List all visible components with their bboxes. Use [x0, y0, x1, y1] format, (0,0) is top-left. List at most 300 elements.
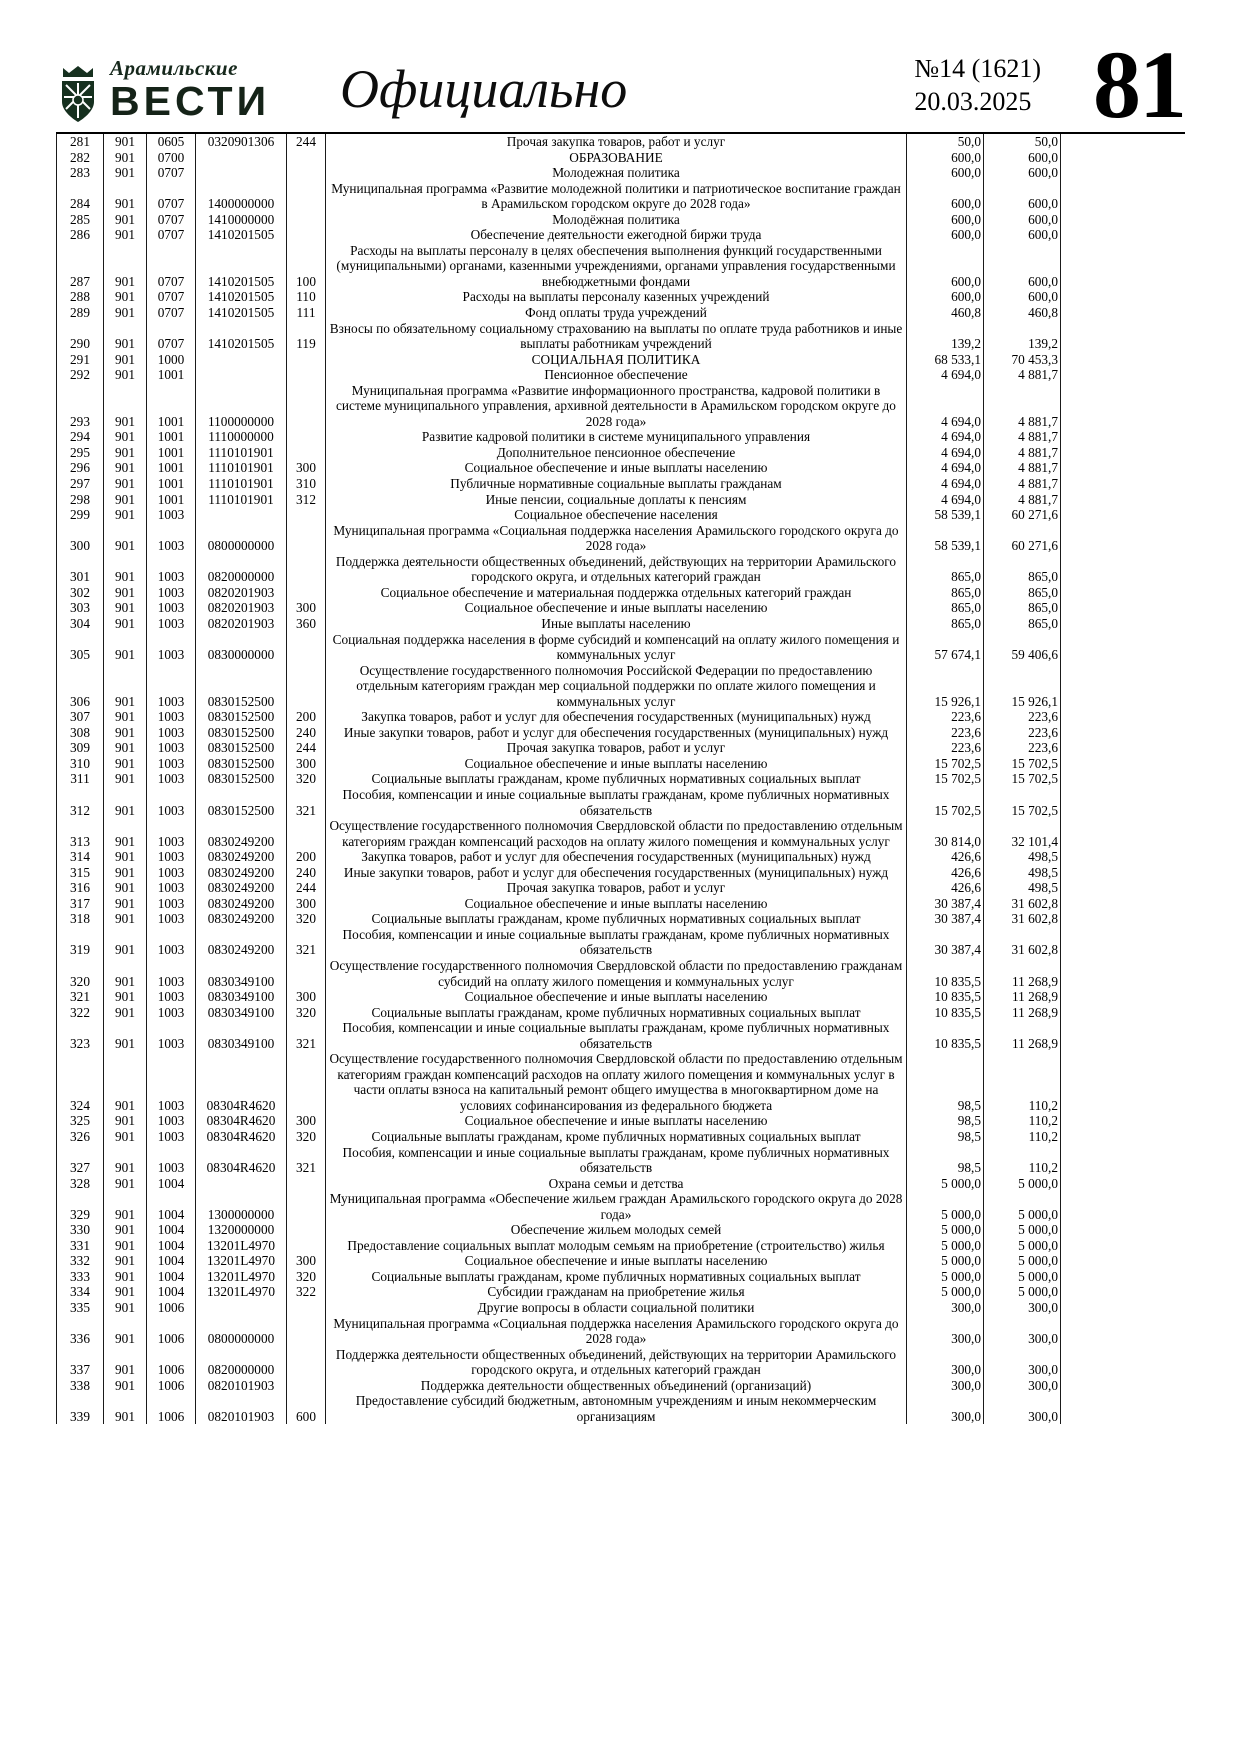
expense-name: Субсидии гражданам на приобретение жилья	[326, 1284, 907, 1300]
admin-code: 901	[104, 1191, 147, 1222]
row-number: 297	[57, 476, 104, 492]
table-row	[57, 818, 1061, 849]
section-code: 1003	[147, 865, 196, 881]
table-row	[57, 367, 1061, 383]
amount-col-2: 4 881,7	[984, 429, 1061, 445]
admin-code: 901	[104, 1113, 147, 1129]
expense-type-code: 300	[287, 989, 326, 1005]
expense-type-code	[287, 165, 326, 181]
expense-name: Осуществление государственного полномочия Свердловской области по предоставлению отдельным категориям граждан компенсаций расходов на оплату жилого помещения и коммунальных услуг	[326, 818, 907, 849]
admin-code: 901	[104, 383, 147, 430]
expense-name: Пособия, компенсации и иные социальные выплаты гражданам, кроме публичных нормативных обязательств	[326, 927, 907, 958]
row-number: 320	[57, 958, 104, 989]
table-row	[57, 305, 1061, 321]
amount-col-2: 5 000,0	[984, 1253, 1061, 1269]
section-code: 1001	[147, 445, 196, 461]
target-article-code: 0320901306	[196, 134, 287, 150]
amount-col-1: 5 000,0	[907, 1191, 984, 1222]
expense-type-code	[287, 429, 326, 445]
amount-col-2: 223,6	[984, 709, 1061, 725]
table-row	[57, 289, 1061, 305]
amount-col-1: 5 000,0	[907, 1238, 984, 1254]
target-article-code	[196, 1300, 287, 1316]
table-row	[57, 709, 1061, 725]
target-article-code	[196, 1176, 287, 1192]
row-number: 303	[57, 600, 104, 616]
amount-col-1: 10 835,5	[907, 1020, 984, 1051]
row-number: 299	[57, 507, 104, 523]
row-number: 300	[57, 523, 104, 554]
expense-type-code: 312	[287, 492, 326, 508]
admin-code: 901	[104, 554, 147, 585]
amount-col-1: 10 835,5	[907, 958, 984, 989]
expense-type-code	[287, 958, 326, 989]
row-number: 291	[57, 352, 104, 368]
amount-col-2: 865,0	[984, 554, 1061, 585]
section-code: 1003	[147, 632, 196, 663]
expense-name: Охрана семьи и детства	[326, 1176, 907, 1192]
expense-name: Муниципальная программа «Развитие информационного пространства, кадровой политики в системе муниципального управления, архивной деятельности в Арамильском городском округе до 2028 года»	[326, 383, 907, 430]
table-row	[57, 492, 1061, 508]
target-article-code: 1110101901	[196, 476, 287, 492]
newspaper-title-top: Арамильские	[110, 56, 238, 80]
section-code: 0700	[147, 150, 196, 166]
amount-col-2: 4 881,7	[984, 367, 1061, 383]
amount-col-1: 4 694,0	[907, 460, 984, 476]
amount-col-2: 460,8	[984, 305, 1061, 321]
section-code: 0707	[147, 212, 196, 228]
section-code: 1003	[147, 989, 196, 1005]
expense-type-code: 110	[287, 289, 326, 305]
expense-type-code	[287, 150, 326, 166]
amount-col-2: 4 881,7	[984, 460, 1061, 476]
admin-code: 901	[104, 1005, 147, 1021]
table-row	[57, 1145, 1061, 1176]
amount-col-2: 223,6	[984, 740, 1061, 756]
section-code: 1001	[147, 476, 196, 492]
admin-code: 901	[104, 787, 147, 818]
expense-name: Социальное обеспечение и иные выплаты населению	[326, 600, 907, 616]
amount-col-2: 31 602,8	[984, 927, 1061, 958]
admin-code: 901	[104, 865, 147, 881]
table-row	[57, 787, 1061, 818]
amount-col-1: 865,0	[907, 554, 984, 585]
expense-name: Социальные выплаты гражданам, кроме публичных нормативных социальных выплат	[326, 1129, 907, 1145]
amount-col-2: 11 268,9	[984, 1005, 1061, 1021]
admin-code: 901	[104, 305, 147, 321]
row-number: 337	[57, 1347, 104, 1378]
section-title: Официально	[340, 59, 628, 119]
amount-col-1: 98,5	[907, 1129, 984, 1145]
expense-type-code: 300	[287, 1253, 326, 1269]
row-number: 287	[57, 243, 104, 290]
expense-name: Другие вопросы в области социальной политики	[326, 1300, 907, 1316]
expense-type-code: 320	[287, 911, 326, 927]
target-article-code	[196, 367, 287, 383]
admin-code: 901	[104, 212, 147, 228]
amount-col-1: 5 000,0	[907, 1176, 984, 1192]
table-row	[57, 1238, 1061, 1254]
admin-code: 901	[104, 725, 147, 741]
expense-type-code	[287, 1238, 326, 1254]
expense-type-code: 244	[287, 880, 326, 896]
table-row	[57, 600, 1061, 616]
section-code: 0707	[147, 165, 196, 181]
amount-col-1: 4 694,0	[907, 367, 984, 383]
expense-type-code: 321	[287, 1145, 326, 1176]
amount-col-1: 5 000,0	[907, 1253, 984, 1269]
target-article-code: 0830000000	[196, 632, 287, 663]
amount-col-2: 498,5	[984, 880, 1061, 896]
expense-name: Социальная поддержка населения в форме субсидий и компенсаций на оплату жилого помещения и коммунальных услуг	[326, 632, 907, 663]
amount-col-2: 139,2	[984, 321, 1061, 352]
expense-type-code: 321	[287, 927, 326, 958]
expense-type-code: 321	[287, 1020, 326, 1051]
expense-name: Социальное обеспечение и иные выплаты населению	[326, 460, 907, 476]
amount-col-2: 865,0	[984, 600, 1061, 616]
section-code: 1003	[147, 787, 196, 818]
amount-col-2: 865,0	[984, 585, 1061, 601]
table-row	[57, 429, 1061, 445]
row-number: 294	[57, 429, 104, 445]
table-row	[57, 725, 1061, 741]
amount-col-1: 5 000,0	[907, 1269, 984, 1285]
admin-code: 901	[104, 896, 147, 912]
section-code: 1006	[147, 1300, 196, 1316]
issue-block	[914, 53, 1041, 126]
expense-name: Социальное обеспечение и иные выплаты населению	[326, 1253, 907, 1269]
amount-col-1: 460,8	[907, 305, 984, 321]
expense-name: Молодежная политика	[326, 165, 907, 181]
expense-type-code	[287, 181, 326, 212]
expense-type-code	[287, 507, 326, 523]
row-number: 332	[57, 1253, 104, 1269]
expense-name: Иные выплаты населению	[326, 616, 907, 632]
amount-col-2: 15 926,1	[984, 663, 1061, 710]
section-code: 1003	[147, 554, 196, 585]
target-article-code: 13201L4970	[196, 1284, 287, 1300]
expense-name: Прочая закупка товаров, работ и услуг	[326, 134, 907, 150]
target-article-code: 0830152500	[196, 725, 287, 741]
section-code: 1003	[147, 740, 196, 756]
admin-code: 901	[104, 429, 147, 445]
expense-name: Социальное обеспечение и материальная поддержка отдельных категорий граждан	[326, 585, 907, 601]
admin-code: 901	[104, 507, 147, 523]
amount-col-1: 223,6	[907, 740, 984, 756]
amount-col-2: 5 000,0	[984, 1191, 1061, 1222]
target-article-code: 0820201903	[196, 585, 287, 601]
section-code: 1003	[147, 911, 196, 927]
target-article-code: 1410000000	[196, 212, 287, 228]
target-article-code: 08304R4620	[196, 1129, 287, 1145]
section-code: 1003	[147, 709, 196, 725]
section-code: 1003	[147, 1005, 196, 1021]
amount-col-1: 139,2	[907, 321, 984, 352]
expense-type-code	[287, 1347, 326, 1378]
amount-col-1: 68 533,1	[907, 352, 984, 368]
amount-col-2: 5 000,0	[984, 1222, 1061, 1238]
expense-name: Обеспечение деятельности ежегодной биржи труда	[326, 227, 907, 243]
expense-name: СОЦИАЛЬНАЯ ПОЛИТИКА	[326, 352, 907, 368]
amount-col-2: 4 881,7	[984, 492, 1061, 508]
expense-name: Осуществление государственного полномочия Российской Федерации по предоставлению отдельным категориям граждан мер социальной поддержки по оплате жилого помещения и коммунальных услуг	[326, 663, 907, 710]
table-row	[57, 1316, 1061, 1347]
table-row	[57, 476, 1061, 492]
row-number: 331	[57, 1238, 104, 1254]
amount-col-2: 600,0	[984, 165, 1061, 181]
section-code: 1006	[147, 1347, 196, 1378]
admin-code: 901	[104, 1316, 147, 1347]
expense-type-code: 300	[287, 600, 326, 616]
expense-name: Пенсионное обеспечение	[326, 367, 907, 383]
table-row	[57, 1176, 1061, 1192]
admin-code: 901	[104, 709, 147, 725]
expense-type-code: 320	[287, 771, 326, 787]
expense-type-code	[287, 445, 326, 461]
section-code: 1003	[147, 818, 196, 849]
amount-col-1: 600,0	[907, 150, 984, 166]
amount-col-2: 60 271,6	[984, 523, 1061, 554]
expense-type-code	[287, 227, 326, 243]
expense-name: Пособия, компенсации и иные социальные выплаты гражданам, кроме публичных нормативных обязательств	[326, 1145, 907, 1176]
row-number: 326	[57, 1129, 104, 1145]
row-number: 313	[57, 818, 104, 849]
section-code: 1001	[147, 429, 196, 445]
row-number: 289	[57, 305, 104, 321]
row-number: 329	[57, 1191, 104, 1222]
admin-code: 901	[104, 771, 147, 787]
row-number: 295	[57, 445, 104, 461]
row-number: 317	[57, 896, 104, 912]
expense-type-code: 244	[287, 740, 326, 756]
amount-col-1: 223,6	[907, 725, 984, 741]
amount-col-2: 4 881,7	[984, 476, 1061, 492]
amount-col-2: 300,0	[984, 1300, 1061, 1316]
target-article-code: 1410201505	[196, 289, 287, 305]
table-row	[57, 1191, 1061, 1222]
table-row	[57, 1253, 1061, 1269]
row-number: 324	[57, 1051, 104, 1113]
amount-col-2: 600,0	[984, 243, 1061, 290]
section-code: 1003	[147, 1113, 196, 1129]
admin-code: 901	[104, 150, 147, 166]
amount-col-2: 498,5	[984, 849, 1061, 865]
admin-code: 901	[104, 1238, 147, 1254]
row-number: 330	[57, 1222, 104, 1238]
expense-name: Развитие кадровой политики в системе муниципального управления	[326, 429, 907, 445]
row-number: 309	[57, 740, 104, 756]
amount-col-1: 300,0	[907, 1347, 984, 1378]
target-article-code	[196, 150, 287, 166]
row-number: 323	[57, 1020, 104, 1051]
table-row	[57, 756, 1061, 772]
table-row	[57, 1347, 1061, 1378]
amount-col-2: 223,6	[984, 725, 1061, 741]
admin-code: 901	[104, 243, 147, 290]
target-article-code: 0800000000	[196, 1316, 287, 1347]
row-number: 315	[57, 865, 104, 881]
amount-col-2: 5 000,0	[984, 1176, 1061, 1192]
section-code: 1003	[147, 585, 196, 601]
amount-col-2: 110,2	[984, 1051, 1061, 1113]
target-article-code: 13201L4970	[196, 1269, 287, 1285]
newspaper-title	[110, 58, 270, 126]
amount-col-2: 11 268,9	[984, 958, 1061, 989]
target-article-code: 1110101901	[196, 460, 287, 476]
row-number: 319	[57, 927, 104, 958]
amount-col-2: 600,0	[984, 212, 1061, 228]
admin-code: 901	[104, 523, 147, 554]
table-row	[57, 616, 1061, 632]
amount-col-1: 15 702,5	[907, 756, 984, 772]
target-article-code: 13201L4970	[196, 1253, 287, 1269]
table-row	[57, 383, 1061, 430]
target-article-code: 0830349100	[196, 989, 287, 1005]
amount-col-1: 600,0	[907, 212, 984, 228]
amount-col-2: 59 406,6	[984, 632, 1061, 663]
amount-col-2: 32 101,4	[984, 818, 1061, 849]
target-article-code: 0830349100	[196, 1005, 287, 1021]
expense-name: Поддержка деятельности общественных объединений, действующих на территории Арамильского городского округа, и отдельных категорий граждан	[326, 554, 907, 585]
expense-type-code	[287, 818, 326, 849]
amount-col-1: 600,0	[907, 243, 984, 290]
row-number: 292	[57, 367, 104, 383]
row-number: 298	[57, 492, 104, 508]
admin-code: 901	[104, 585, 147, 601]
amount-col-2: 4 881,7	[984, 383, 1061, 430]
expense-name: Публичные нормативные социальные выплаты гражданам	[326, 476, 907, 492]
target-article-code: 0830349100	[196, 1020, 287, 1051]
amount-col-2: 5 000,0	[984, 1284, 1061, 1300]
target-article-code: 13201L4970	[196, 1238, 287, 1254]
amount-col-1: 4 694,0	[907, 492, 984, 508]
target-article-code: 1400000000	[196, 181, 287, 212]
amount-col-1: 600,0	[907, 227, 984, 243]
amount-col-2: 600,0	[984, 227, 1061, 243]
target-article-code: 1110000000	[196, 429, 287, 445]
row-number: 311	[57, 771, 104, 787]
row-number: 288	[57, 289, 104, 305]
expense-type-code	[287, 585, 326, 601]
amount-col-2: 15 702,5	[984, 771, 1061, 787]
amount-col-2: 60 271,6	[984, 507, 1061, 523]
row-number: 316	[57, 880, 104, 896]
amount-col-2: 70 453,3	[984, 352, 1061, 368]
amount-col-1: 58 539,1	[907, 523, 984, 554]
amount-col-2: 498,5	[984, 865, 1061, 881]
amount-col-2: 11 268,9	[984, 1020, 1061, 1051]
section-code: 1003	[147, 1051, 196, 1113]
expense-type-code: 200	[287, 709, 326, 725]
section-code: 1001	[147, 492, 196, 508]
section-code: 1006	[147, 1393, 196, 1424]
table-row	[57, 507, 1061, 523]
expense-name: Социальные выплаты гражданам, кроме публичных нормативных социальных выплат	[326, 911, 907, 927]
expense-type-code: 600	[287, 1393, 326, 1424]
expense-name: Молодёжная политика	[326, 212, 907, 228]
amount-col-2: 300,0	[984, 1393, 1061, 1424]
expense-type-code	[287, 1176, 326, 1192]
table-row	[57, 1300, 1061, 1316]
table-row	[57, 880, 1061, 896]
page-number: 81	[1093, 31, 1185, 139]
expense-type-code	[287, 1222, 326, 1238]
admin-code: 901	[104, 1020, 147, 1051]
table-row	[57, 165, 1061, 181]
row-number: 283	[57, 165, 104, 181]
amount-col-2: 600,0	[984, 181, 1061, 212]
table-row	[57, 989, 1061, 1005]
amount-col-2: 4 881,7	[984, 445, 1061, 461]
expense-type-code: 111	[287, 305, 326, 321]
amount-col-1: 30 387,4	[907, 927, 984, 958]
row-number: 282	[57, 150, 104, 166]
admin-code: 901	[104, 289, 147, 305]
admin-code: 901	[104, 181, 147, 212]
expense-type-code	[287, 352, 326, 368]
expense-type-code: 300	[287, 896, 326, 912]
table-row	[57, 554, 1061, 585]
admin-code: 901	[104, 1284, 147, 1300]
row-number: 334	[57, 1284, 104, 1300]
admin-code: 901	[104, 911, 147, 927]
expense-name: Пособия, компенсации и иные социальные выплаты гражданам, кроме публичных нормативных обязательств	[326, 1020, 907, 1051]
table-row	[57, 445, 1061, 461]
expense-name: Взносы по обязательному социальному страхованию на выплаты по оплате труда работников и иные выплаты работникам учреждений	[326, 321, 907, 352]
admin-code: 901	[104, 321, 147, 352]
expense-type-code: 321	[287, 787, 326, 818]
table-row	[57, 771, 1061, 787]
amount-col-2: 110,2	[984, 1113, 1061, 1129]
admin-code: 901	[104, 600, 147, 616]
section-code: 1003	[147, 1145, 196, 1176]
expense-type-code: 322	[287, 1284, 326, 1300]
expense-type-code	[287, 1316, 326, 1347]
target-article-code: 0830152500	[196, 771, 287, 787]
target-article-code: 0820101903	[196, 1393, 287, 1424]
budget-table	[56, 134, 1061, 1424]
row-number: 296	[57, 460, 104, 476]
table-row	[57, 1393, 1061, 1424]
table-row	[57, 1129, 1061, 1145]
expense-name: Осуществление государственного полномочия Свердловской области по предоставлению отдельным категориям граждан компенсаций расходов на оплату жилого помещения и коммунальных услуг в части оплаты взноса на капитальный ремонт общего имущества в многоквартирном доме на условиях софинансирования из федерального бюджета	[326, 1051, 907, 1113]
admin-code: 901	[104, 756, 147, 772]
target-article-code: 1410201505	[196, 243, 287, 290]
amount-col-1: 30 387,4	[907, 896, 984, 912]
table-row	[57, 1222, 1061, 1238]
table-row	[57, 585, 1061, 601]
section-code: 1001	[147, 460, 196, 476]
table-row	[57, 1284, 1061, 1300]
table-row	[57, 523, 1061, 554]
admin-code: 901	[104, 616, 147, 632]
expense-name: Пособия, компенсации и иные социальные выплаты гражданам, кроме публичных нормативных обязательств	[326, 787, 907, 818]
amount-col-2: 110,2	[984, 1129, 1061, 1145]
amount-col-1: 30 387,4	[907, 911, 984, 927]
expense-name: Прочая закупка товаров, работ и услуг	[326, 740, 907, 756]
target-article-code: 0830249200	[196, 880, 287, 896]
expense-name: Социальные выплаты гражданам, кроме публичных нормативных социальных выплат	[326, 1269, 907, 1285]
target-article-code: 1410201505	[196, 227, 287, 243]
section-code: 1004	[147, 1191, 196, 1222]
expense-name: Социальное обеспечение и иные выплаты населению	[326, 756, 907, 772]
target-article-code: 08304R4620	[196, 1145, 287, 1176]
table-row	[57, 865, 1061, 881]
table-row	[57, 227, 1061, 243]
row-number: 307	[57, 709, 104, 725]
amount-col-2: 600,0	[984, 289, 1061, 305]
amount-col-1: 300,0	[907, 1378, 984, 1394]
